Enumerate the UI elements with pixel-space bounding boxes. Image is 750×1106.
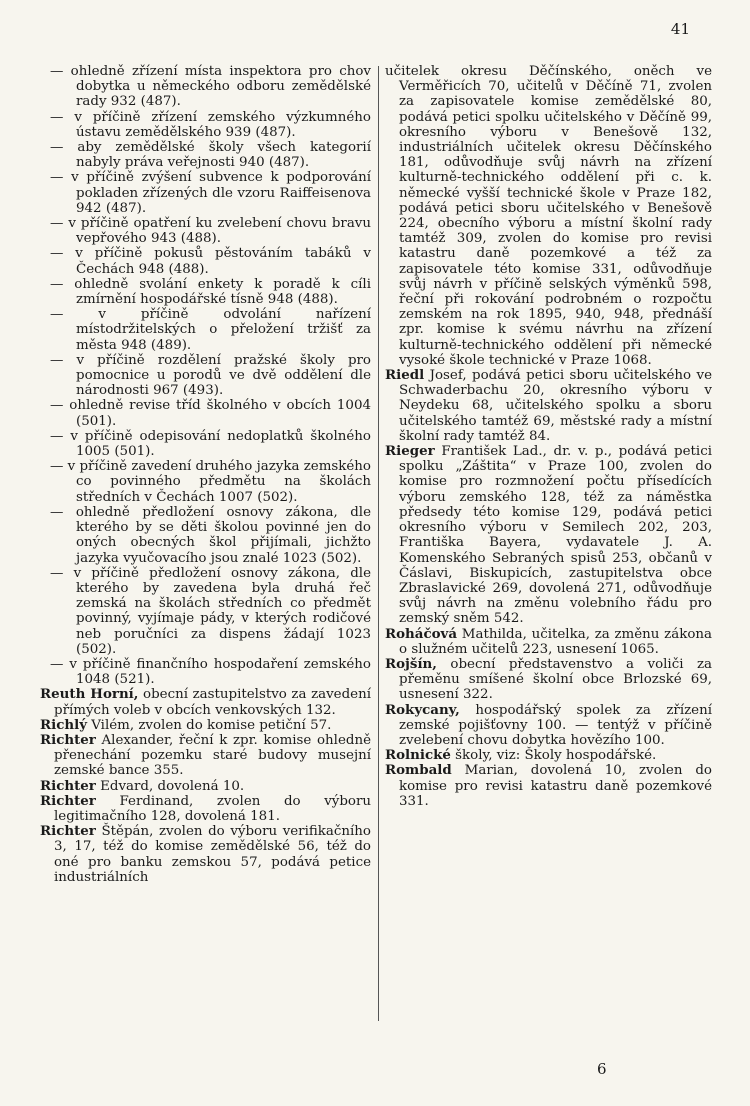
entry-text: Edvard, dovolená 10. xyxy=(95,778,245,794)
entry-name: Richlý xyxy=(40,716,87,733)
index-entry xyxy=(40,794,371,824)
right-column xyxy=(385,64,712,809)
entry-text: Štěpán, zvolen do výboru verifikačního 3, 17, též do komise zemědělské 56, též do oné pro banku zemskou 57, podává petice industriálních xyxy=(54,824,371,885)
index-entry xyxy=(40,429,371,459)
entry-text: — v příčině odvolání nařízení místodržitelských o přeložení tržišť za města 948 (489). xyxy=(50,307,371,353)
entry-name: Riedl xyxy=(385,367,425,384)
entry-text: — ohledně zřízení místa inspektora pro chov dobytka u německého odboru zemědělské rady 932 (487). xyxy=(50,64,371,110)
index-entry xyxy=(40,657,371,687)
entry-text: — v příčině předložení osnovy zákona, dle kterého by zavedena byla druhá řeč zemská na školách středních co předmět povinný, vyjímaje pády, v kterých rodičové neb poručníci za dispens žádají 1023 (502). xyxy=(50,565,371,657)
index-entry xyxy=(385,444,712,626)
page-number: 41 xyxy=(670,20,690,38)
column-divider xyxy=(378,66,379,1021)
entry-name: Rombald xyxy=(385,762,452,779)
index-entry xyxy=(385,657,712,703)
index-entry xyxy=(385,703,712,749)
entry-name: Rieger xyxy=(385,443,435,460)
entry-name: Richter xyxy=(40,823,96,840)
index-entry xyxy=(40,779,371,794)
entry-text: Josef, podává petici sboru učitelského ve Schwaderbachu 20, okresního výboru v Neydeku 68, učitelského spolku a sboru učitelského tamtéž 69, městské rady a místní školní rady tamtéž 84. xyxy=(399,368,712,444)
entry-name: Richter xyxy=(40,777,96,794)
index-entry xyxy=(40,353,371,399)
entry-text: — v příčině finančního hospodaření zemského 1048 (521). xyxy=(50,656,371,688)
entry-text: Vilém, zvolen do komise petiční 57. xyxy=(86,717,332,733)
entry-text: obecní zastupitelstvo za zavedení přímých voleb v obcích venkovských 132. xyxy=(54,687,371,718)
index-entry xyxy=(385,627,712,657)
index-entry xyxy=(385,748,712,763)
index-entry xyxy=(40,733,371,779)
entry-text: školy, viz: Školy hospodářské. xyxy=(450,748,657,764)
index-entry xyxy=(40,718,371,733)
entry-text: — v příčině zavedení druhého jazyka zemského co povinného předmětu na školách středních v Čechách 1007 (502). xyxy=(50,459,371,505)
index-entry xyxy=(40,459,371,505)
entry-text: — v příčině rozdělení pražské školy pro pomocnice u porodů ve dvě oddělení dle národnosti 967 (493). xyxy=(50,352,371,399)
entry-text: Alexander, řeční k zpr. komise ohledně přenechání pozemku staré budovy musejní zemské bance 355. xyxy=(54,732,371,779)
index-entry xyxy=(40,64,371,110)
entry-text: — ohledně předložení osnovy zákona, dle kterého by se děti školou povinné jen do oných obecných škol přijímali, jichžto jazyka vyučovacího jsou znalé 1023 (502). xyxy=(50,504,371,566)
signature-number: 6 xyxy=(597,1060,607,1078)
index-entry xyxy=(40,824,371,885)
entry-text: — ohledně revise tříd školného v obcích 1004 (501). xyxy=(50,398,371,429)
entry-name: Richter xyxy=(40,731,96,748)
entry-text: obecní představenstvo a voliči za přeměnu smíšené školní obce Brlozské 69, usnesení 322. xyxy=(399,656,712,703)
entry-text: — aby zemědělské školy všech kategorií nabyly práva veřejnosti 940 (487). xyxy=(50,140,371,171)
entry-name: Rolnické xyxy=(385,747,451,764)
index-entry xyxy=(40,687,371,717)
index-entry xyxy=(40,216,371,246)
index-entry xyxy=(40,277,371,307)
entry-text: — ohledně svolání enkety k poradě k cíli zmírnění hospodářské tísně 948 (488). xyxy=(50,276,371,308)
index-entry xyxy=(385,763,712,809)
entry-text: Mathilda, učitelka, za změnu zákona o služném učitelů 223, usnesení 1065. xyxy=(399,626,712,657)
index-entry xyxy=(385,368,712,444)
entry-text: hospodářský spolek za zřízení zemské pojišťovny 100. — tentýž v příčině zvelebení chovu dobytka hovězího 100. xyxy=(399,702,712,748)
entry-text: František Lad., dr. v. p., podává petici spolku „Záštita“ v Praze 100, zvolen do komise pro rozmnožení počtu přísedících výboru zemského 128, též za náměstka předsedy této komise 129, podává petici okresního výboru v Semilech 202, 203, Františka Bayera, vydavatele J. A. Komenského Sebraných spisů 253, občanů v Čáslavi, Biskupicích, zastupitelstva obce Zbraslavické 269, dovolená 271, odůvodňuje svůj návrh na změnu volebního řádu pro zemský sněm 542. xyxy=(399,444,712,627)
index-entry xyxy=(40,505,371,566)
entry-name: Rokycany, xyxy=(385,701,460,718)
entry-text: Ferdinand, zvolen do výboru legitimačního 128, dovolená 181. xyxy=(54,793,371,824)
left-column xyxy=(40,64,371,885)
entry-text: učitelek okresu Děčínského, oněch ve Verměřicích 70, učitelů v Děčíně 71, zvolen za zapisovatele komise zemědělské 80, podává petici spolku učitelského v Děčíně 99, okresního výboru v Benešově 132, industriálních učitelek okresu Děčínského 181, odůvodňuje svůj návrh na zřízení kulturně-technického oddělení při c. k. německé vyšší technické škole v Praze 182, podává petici sboru učitelského v Benešově 224, obecního výboru a místní školní rady tamtéž 309, zvolen do komise pro revisi katastru daně pozemkové a též za zapisovatele této komise 331, odůvodňuje svůj návrh v příčině selských výměnků 598, řeční při rokování podrobném o rozpočtu zemském na rok 1895, 940, 948, přednáší zpr. komise k svému návrhu na zřízení kulturně-technického oddělení při německé vysoké škole technické v Praze 1068. xyxy=(385,64,712,368)
index-entry xyxy=(40,398,371,428)
entry-name: Reuth Horní, xyxy=(40,686,139,703)
entry-text: — v příčině pokusů pěstováním tabáků v Čechách 948 (488). xyxy=(50,246,371,277)
entry-text: — v příčině zvýšení subvence k podporování pokladen zřízených dle vzoru Raiffeisenova 942 (487). xyxy=(50,170,371,216)
entry-text: — v příčině zřízení zemského výzkumného ústavu zemědělského 939 (487). xyxy=(50,109,371,140)
index-entry xyxy=(40,246,371,276)
index-entry xyxy=(40,110,371,140)
entry-text: — v příčině opatření ku zvelebení chovu bravu vepřového 943 (488). xyxy=(50,216,371,247)
index-entry xyxy=(40,566,371,657)
entry-text: Marian, dovolená 10, zvolen do komise pro revisi katastru daně pozemkové 331. xyxy=(399,763,712,809)
index-entry xyxy=(40,140,371,170)
index-entry xyxy=(40,170,371,216)
entry-name: Richter xyxy=(40,792,96,809)
entry-name: Rojšín, xyxy=(385,655,437,672)
index-entry xyxy=(385,64,712,368)
index-entry xyxy=(40,307,371,353)
entry-name: Roháčová xyxy=(385,625,458,642)
entry-text: — v příčině odepisování nedoplatků školného 1005 (501). xyxy=(50,428,371,460)
